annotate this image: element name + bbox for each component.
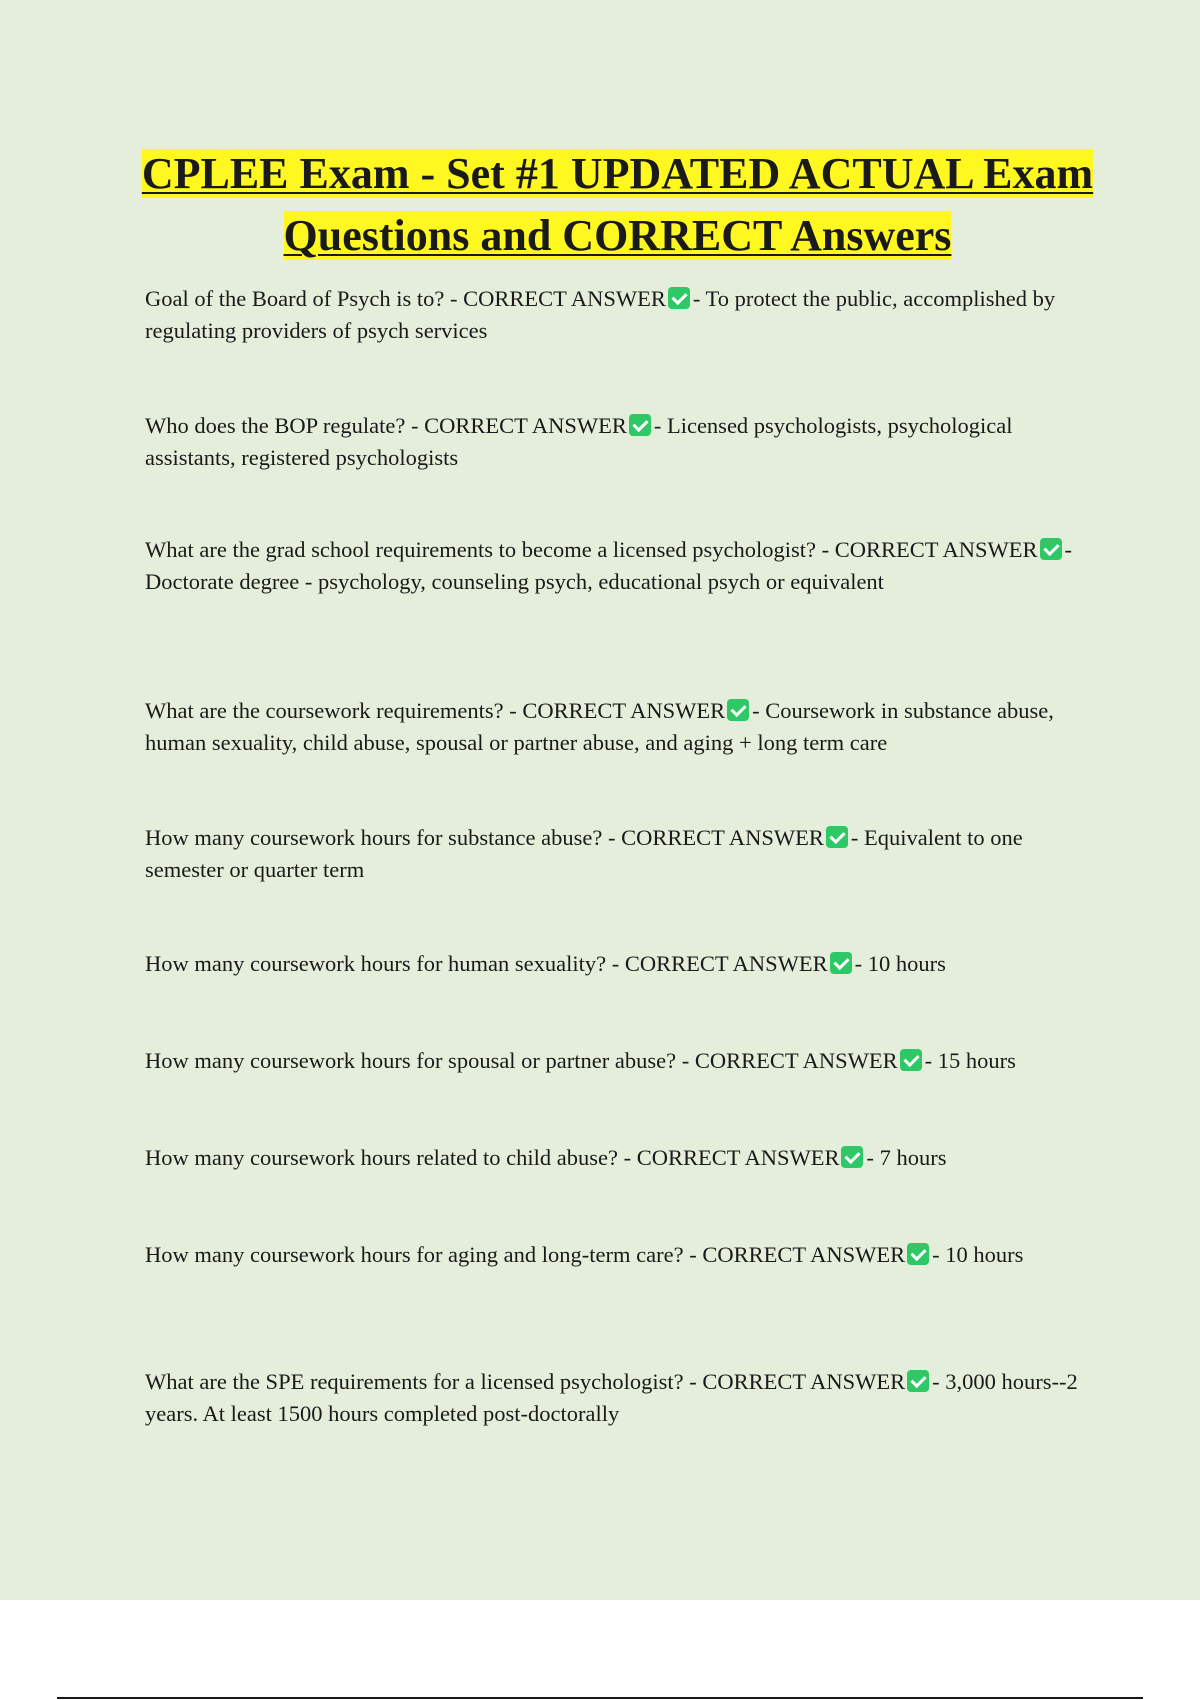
- check-mark-icon: [907, 1370, 929, 1392]
- document-title: CPLEE Exam - Set #1 UPDATED ACTUAL Exam Questions and CORRECT Answers: [141, 149, 1094, 260]
- answer-text: Doctorate degree - psychology, counseling psych, educational psych or equivalent: [145, 569, 884, 594]
- question-text: How many coursework hours for spousal or partner abuse?: [145, 1048, 677, 1073]
- answer-text: Licensed psychologists, psychological assistants, registered psychologists: [145, 413, 1013, 470]
- check-mark-icon: [900, 1049, 922, 1071]
- correct-answer-label: CORRECT ANSWER: [463, 286, 666, 311]
- check-mark-icon: [1040, 538, 1062, 560]
- answer-text: Equivalent to one semester or quarter term: [145, 825, 1023, 882]
- check-mark-icon: [907, 1243, 929, 1265]
- check-mark-icon: [830, 952, 852, 974]
- question-text: How many coursework hours for human sexuality?: [145, 951, 607, 976]
- qa-item: How many coursework hours for aging and long-term care? - CORRECT ANSWER - 10 hours: [145, 1242, 1024, 1267]
- qa-item: How many coursework hours for spousal or partner abuse? - CORRECT ANSWER - 15 hours: [145, 1048, 1016, 1073]
- check-mark-icon: [826, 826, 848, 848]
- question-text: How many coursework hours related to child abuse?: [145, 1145, 618, 1170]
- correct-answer-label: CORRECT ANSWER: [621, 825, 824, 850]
- question-text: Goal of the Board of Psych is to?: [145, 286, 445, 311]
- question-text: How many coursework hours for substance abuse?: [145, 825, 603, 850]
- question-text: How many coursework hours for aging and long-term care?: [145, 1242, 684, 1267]
- check-mark-icon: [629, 414, 651, 436]
- question-text: Who does the BOP regulate?: [145, 413, 406, 438]
- qa-item: How many coursework hours related to child abuse? - CORRECT ANSWER - 7 hours: [145, 1145, 947, 1170]
- qa-item: How many coursework hours for substance abuse? - CORRECT ANSWER - Equivalent to one semester or quarter term: [145, 825, 1023, 882]
- correct-answer-label: CORRECT ANSWER: [694, 1048, 898, 1073]
- qa-item: What are the grad school requirements to become a licensed psychologist? - CORRECT ANSWER - Doctorate degree - psychology, counseling psych, educational psych or equivalent: [145, 537, 1073, 594]
- page-divider: [57, 1697, 1143, 1699]
- question-text: What are the grad school requirements to become a licensed psychologist?: [145, 537, 817, 562]
- answer-text: To protect the public, accomplished by regulating providers of psych services: [145, 286, 1056, 343]
- qa-item: Goal of the Board of Psych is to? - CORRECT ANSWER - To protect the public, accomplished by regulating providers of psych services: [145, 286, 1056, 343]
- answer-text: 15 hours: [937, 1048, 1016, 1073]
- answer-text: 10 hours: [867, 951, 946, 976]
- correct-answer-label: CORRECT ANSWER: [636, 1145, 840, 1170]
- question-text: What are the SPE requirements for a licensed psychologist?: [145, 1369, 684, 1394]
- check-mark-icon: [668, 287, 690, 309]
- answer-text: Coursework in substance abuse, human sexuality, child abuse, spousal or partner abuse, and aging + long term care: [145, 698, 1054, 755]
- check-mark-icon: [841, 1146, 863, 1168]
- qa-item: How many coursework hours for human sexuality? - CORRECT ANSWER - 10 hours: [145, 951, 946, 976]
- answer-text: 10 hours: [945, 1242, 1024, 1267]
- correct-answer-label: CORRECT ANSWER: [424, 413, 627, 438]
- qa-item: What are the coursework requirements? - CORRECT ANSWER - Coursework in substance abuse, human sexuality, child abuse, spousal or partner abuse, and aging + long term care: [145, 698, 1054, 755]
- answer-text: 3,000 hours--2 years. At least 1500 hours completed post-doctorally: [145, 1369, 1078, 1426]
- correct-answer-label: CORRECT ANSWER: [702, 1369, 906, 1394]
- qa-item: What are the SPE requirements for a licensed psychologist? - CORRECT ANSWER - 3,000 hours--2 years. At least 1500 hours completed post-doctorally: [145, 1369, 1078, 1426]
- question-text: What are the coursework requirements?: [145, 698, 504, 723]
- correct-answer-label: CORRECT ANSWER: [522, 698, 726, 723]
- correct-answer-label: CORRECT ANSWER: [624, 951, 828, 976]
- answer-text: 7 hours: [879, 1145, 947, 1170]
- correct-answer-label: CORRECT ANSWER: [702, 1242, 906, 1267]
- correct-answer-label: CORRECT ANSWER: [834, 537, 1038, 562]
- qa-item: Who does the BOP regulate? - CORRECT ANSWER - Licensed psychologists, psychological assistants, registered psychologists: [145, 413, 1013, 470]
- check-mark-icon: [727, 699, 749, 721]
